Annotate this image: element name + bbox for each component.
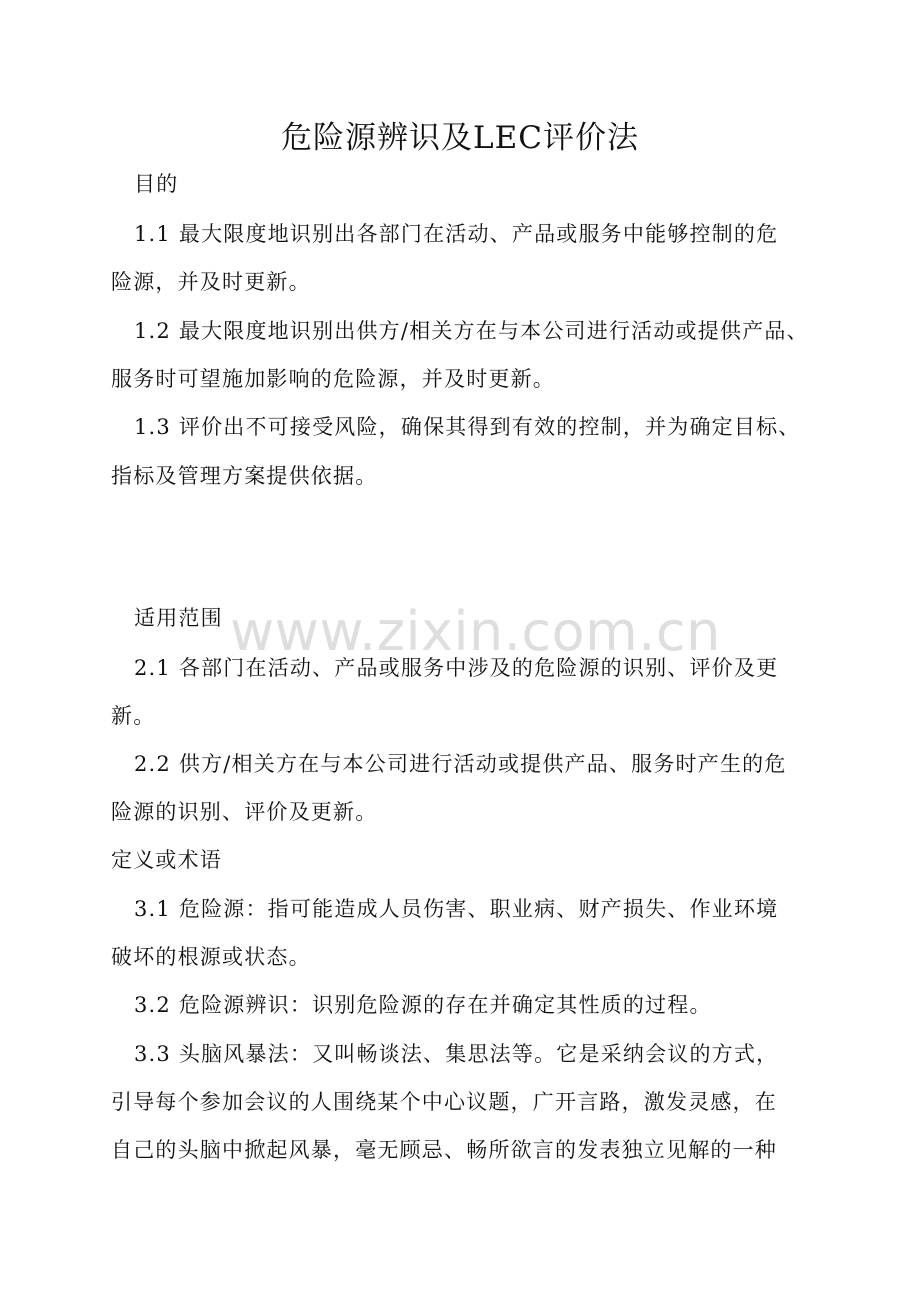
paragraph-line: 3.3 头脑风暴法：又叫畅谈法、集思法等。它是采纳会议的方式， [134,1042,779,1066]
paragraph-line: 2.1 各部门在活动、产品或服务中涉及的危险源的识别、评价及更 [134,656,779,680]
paragraph-line: 1.2 最大限度地识别出供方/相关方在与本公司进行活动或提供产品、 [134,319,809,343]
paragraph-line: 服务时可望施加影响的危险源，并及时更新。 [111,367,555,391]
paragraph-line: 3.2 危险源辨识：识别危险源的存在并确定其性质的过程。 [134,993,712,1017]
watermark: www.zixin.com.cn [230,600,721,663]
paragraph-line: 险源的识别、评价及更新。 [111,800,378,824]
paragraph-line: 指标及管理方案提供依据。 [111,464,378,488]
paragraph-line: 自己的头脑中掀起风暴，毫无顾忌、畅所欲言的发表独立见解的一种 [111,1138,777,1162]
paragraph-line: 破坏的根源或状态。 [111,945,311,969]
paragraph-line: 新。 [111,704,156,728]
section-heading-purpose: 目的 [134,172,179,196]
section-heading-scope: 适用范围 [134,606,223,630]
paragraph-line: 险源，并及时更新。 [111,270,311,294]
paragraph-line: 3.1 危险源：指可能造成人员伤害、职业病、财产损失、作业环境 [134,897,779,921]
paragraph-line: 2.2 供方/相关方在与本公司进行活动或提供产品、服务时产生的危 [134,752,787,776]
paragraph-line: 1.1 最大限度地识别出各部门在活动、产品或服务中能够控制的危 [134,222,779,246]
paragraph-line: 1.3 评价出不可接受风险，确保其得到有效的控制，并为确定目标、 [134,415,801,439]
document-title: 危险源辨识及LEC评价法 [281,120,639,156]
section-heading-definitions: 定义或术语 [111,848,222,872]
paragraph-line: 引导每个参加会议的人围绕某个中心议题，广开言路，激发灵感，在 [111,1090,777,1114]
